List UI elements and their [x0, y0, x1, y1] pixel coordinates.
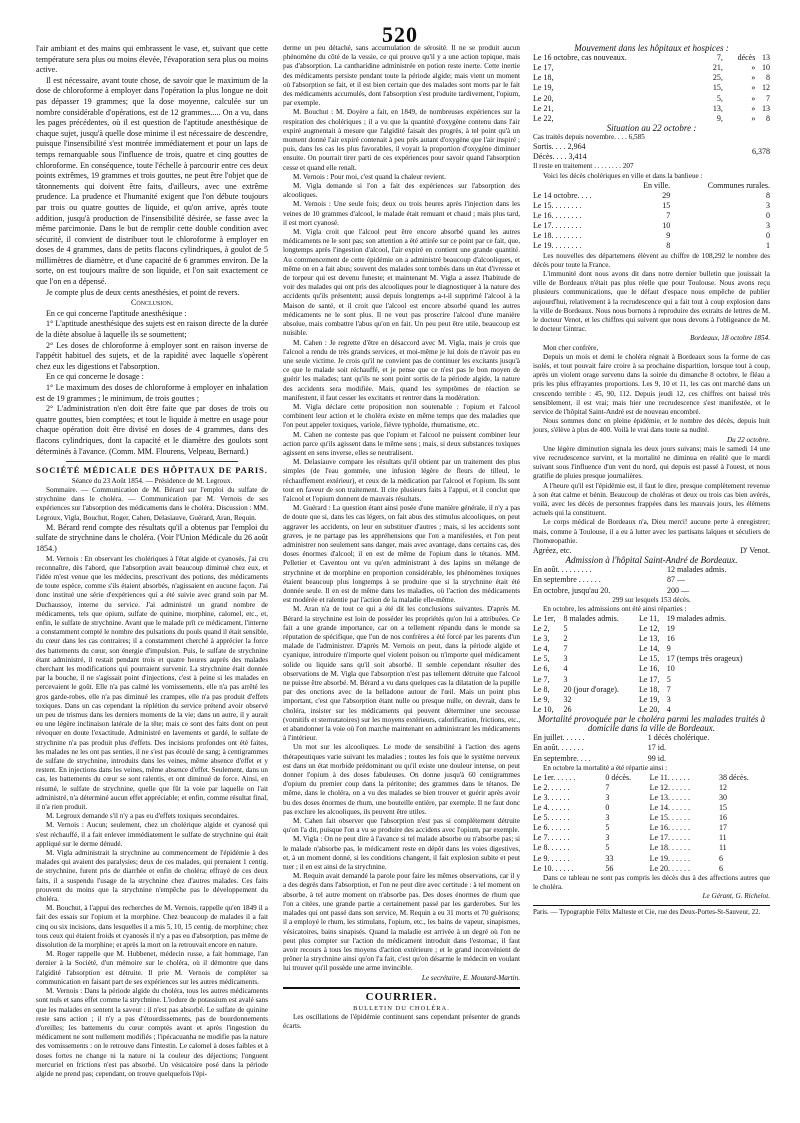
table-row: [533, 833, 770, 843]
table-cell: Le 5. . . . . .: [533, 813, 570, 823]
table-cell: Le 16 octobre, cas nouveaux.: [533, 53, 627, 63]
paragraph: M. Bouchut : M. Doyère a fait, en 1849, de nombreuses expériences sur la respiration des cholériques ; il a vu que la quantité d'oxygène contenu dans l'air expiré augmentait à mesure que l'algidité faisait des progrès, à tel point qu'à un moment donné l'air expiré contenait à peu près autant d'oxygène que l'air inspiré ; puis, dans les cas les plus favorables, il voyait la proportion d'oxygène diminuer ensuite. On pourrait tirer parti de ces expériences pour savoir quand l'absorption cesse et quand elle renaît.: [283, 108, 520, 172]
table-cell: Le 15. . . . . . . .: [533, 201, 582, 211]
paragraph: M. Guérard : La question étant ainsi posée d'une manière générale, il n'y a pas de doute que si, dans les cas légers, on fait abus des stimulus alcooliques, on peut aggraver les accidents, on leur en substituer d'autres ; mais, si les accidents sont graves, je ne partage pas les appréhensions que l'on a manifestées, et l'on peut administrer non seulement sans danger, mais avec avantage, dans certains cas, des doses énormes d'alcool; il en est de même de l'opium dans le tétanos. MM. Pelletier et Caventou ont vu qu'en administrant à des lapins un mélange de strychnine et de morphine en proportion considérable, les phénomènes toxiques étaient beaucoup plus longtemps à se produire que si la strychnine était été donnée seule. Il en est de même dans les maladies, où l'action des médicaments est modérée et ralentie par l'action de la maladie elle-même.: [283, 504, 520, 605]
letter-date: Du 22 octobre.: [726, 435, 770, 444]
table-cell: 5: [605, 843, 610, 853]
table-cell: 87 —: [667, 575, 685, 585]
paragraph: M. Vigla déclare cette proposition non soutenable : l'opium et l'alcool combinent leur action et le choléra existe en même temps que des maladies que l'on peut appeler toxiques, variole, fièvre typhoïde, rhumatisme, etc.: [283, 402, 520, 430]
table-cell: 7: [666, 211, 671, 221]
paragraph: M. Vigla administrait la strychnine au commencement de l'épidémie à des malades qui avaient des paralysies; deux de ces malades, qui prenaient 1 centig. de strychnine, furent pris de diarrhée et enfin de choléra; effrayé de ces deux faits, il a suspendu l'usage de la strychnine chez d'autres malades. Ces faits prouvent du moins que la strychnine n'empêche pas le développement du choléra.: [36, 849, 268, 904]
table-row: [533, 654, 770, 664]
table-cell: 9,: [716, 113, 723, 123]
paragraph: M. Aran n'a de tout ce qui a été dit les conclusions suivantes. D'après M. Bérard la strychnine est loin de posséder les propriétés qu'on lui a attribuées. Ce fait a une grande importance, car on a tellement répandu dans le monde sa réputation de spécifique, que l'un de nos confrères a été forcé par les parents d'un malade de l'administrer. D'après M. Vernois on peut, dans la période algide et cyanique, introduire n'importe quel violent poison ou n'importe quel médicament solide ou liquide sans qu'il soit absorbé. Il semble cependant résulter des observations de M. Vigla que l'absorption n'est pas tellement détruite que l'alcool ne puisse être absorbé. M. Bérard a vu dans quelques cas la dilatation de la pupille par des onctions avec de la belladone autour de l'œil. Mais un point plus important, c'est que l'absorption étant nulle ou presque nulle, on devrait, dans le choléra, insister sur les médicaments qui peuvent déterminer une secousse (vomitifs et sternutatoires) sur les moyens extérieurs, calorification, frictions, etc., et abandonner la voie où l'on marche maintenant en administrant les médicaments à l'intérieur.: [283, 605, 520, 743]
divider: [66, 461, 238, 462]
mortality-table: [533, 733, 770, 763]
paragraph: 1° Le maximum des doses de chloroforme à employer en inhalation est de 19 grammes ; le minimum, de trois gouttes ;: [36, 383, 268, 403]
paragraph: Un mot sur les alcooliques. Le mode de sensibilité à l'action des agens thérapeutiques varie suivant les maladies ; toutes les fois que le système nerveux est dans un état morbide prédominant ou qu'il existe une douleur intense, on peut donner l'opium à des doses fabuleuses. On donne jusqu'à 60 centigrammes d'opium du premier coup dans la péritonite; des grammes dans le tétanos. De même, dans le choléra, on a vu des malades se bien trouver et guérir après avoir bu des doses énormes de rhum, une bouteille entière, par exemple. Il ne faut donc pas exclure les alcooliques, ils peuvent être utiles.: [283, 743, 520, 816]
table-cell: 6: [718, 853, 723, 863]
table-cell: 11: [718, 843, 727, 853]
paragraph: Il est nécessaire, avant toute chose, de savoir que le maximum de la dose de chloroforme à employer dans l'opération la plus longue ne doit pas dépasser 19 grammes; que la dose moyenne, calculée sur un nombre considérable d'opérations, est de 12 grammes..... On a vu, dans les pages précédentes, où il est question de l'aptitude anesthésique de chaque sujet, jusqu'à quelle dose minime il est nécessaire de descendre, puisque l'insensibilité s'est montrée immédiatement et pour un laps de temps remarquable sous l'influence de trois, quatre et cinq gouttes de chloroforme. En conséquence, toute l'échelle à parcourir entre ces deux points extrêmes, 19 grammes et trois gouttes, ne peut être l'objet que de tâtonnements qui doivent être faits, d'ailleurs, avec une extrême prudence. La prudence et l'humanité exigent que l'on débute toujours par trois ou quatre gouttes de liquide, et qu'on arrive, après toute addition, jusqu'à production de l'insensibilité désirée, se fasse avec la même parcimonie. Dans le but de remplir cette double condition avec sécurité, il convient de distribuer tout le chloroforme à employer en doses de 4 grammes, dans de petits flacons cylindriques, à goulot de 5 millimètres de diamètre, et d'une capacité de 6 grammes environ. De la sorte, on est toujours maître de son liquide, et l'on sait exactement ce que l'on en a dépensé.: [36, 75, 268, 287]
table-cell: »: [751, 83, 756, 93]
table-cell: Le 1er. . . . . .: [533, 772, 576, 782]
table-cell: 7: [666, 684, 671, 694]
paragraph: Voici les décès cholériques en ville et dans la banlieue :: [543, 171, 703, 180]
col-head: En ville.: [643, 180, 671, 190]
movement-table: [533, 53, 770, 124]
table-cell: Le 21,: [533, 103, 554, 113]
table-cell: Le 3. . . . . .: [533, 793, 570, 803]
table-row: [533, 813, 770, 823]
paragraph: Une légère diminution signala les deux jours suivans; mais le samedi 14 une vive recrudescence survint, et la mortalité ne diminua en réalité que le mardi suivant sous l'influence d'un vent du nord, qui depuis est passé à l'ouest, et nous gratifie de pluies presque journalières.: [533, 444, 770, 481]
table-row: [533, 221, 770, 231]
table-cell: 0 décès.: [605, 772, 632, 782]
paragraph: Je compte plus de deux cents anesthésies, et point de revers.: [46, 287, 240, 297]
table-cell: »: [751, 63, 756, 73]
table-cell: Le 22,: [533, 113, 554, 123]
table-row: [533, 854, 770, 864]
table-cell: 12: [762, 83, 770, 93]
table-cell: 13,: [712, 103, 723, 113]
table-row: [533, 864, 770, 874]
secretary-signature: Le secrétaire, E. Moutard-Martin.: [421, 973, 520, 982]
discharged: Sortis. . . . 2,964: [533, 142, 586, 152]
table-row: [533, 695, 770, 705]
table-cell: 15: [662, 201, 671, 211]
table-cell: 10: [662, 221, 671, 231]
paragraph: 2° L'administration n'en doit être faite que par doses de trois ou quatre gouttes, bien comptées; et tout le liquide à mettre en usage pour chaque opération doit être divisé en doses de 4 grammes, dans des flacons cylindriques, dont la capacité et le diamètre des goulots sont déterminés à l'avance. (Comm. MM. Flourens, Velpeau, Bernard.): [36, 404, 268, 456]
paragraph: M. Bérard rend compte des résultats qu'il a obtenus par l'emploi du sulfate de strychnine dans le choléra. (Voir l'Union Médicale du 26 août 1854.): [36, 522, 268, 553]
paragraph: En octobre la mortalité a été répartie ainsi :: [543, 763, 668, 772]
table-cell: 11: [718, 833, 727, 843]
table-cell: »: [751, 103, 756, 113]
table-cell: 3: [605, 833, 610, 843]
table-row: [533, 634, 770, 644]
table-cell: 38 décès.: [718, 772, 749, 782]
table-cell: Le 15. . . . . .: [649, 813, 691, 823]
table-cell: Le 17,: [533, 63, 554, 73]
paragraph: M. Vigla croit que l'alcool peut être encore absorbé quand les autres médicaments ne le sont pas; son attention a été attirée sur ce point par ce fait, que, longtemps après l'ingestion d'alcool, l'air expiré en contient une grande quantité. Au commencement de cette épidémie on a administré beaucoup d'alcooliques, et même on en a fait abus; souvent des malades sont tombés dans un état d'ivresse et de torpeur qui est devenu funeste; et maintenant M. Vigla a assez l'habitude de voir des malades qui ont pris des alcooliques pour le diagnostiquer à la nature des accidents qu'ils présentent; aussi depuis longtemps a-t-il supprimé l'alcool à la Maison de santé, et il croit que l'alcool est encore absorbé quand les autres médicaments ne le sont plus. Il ne veut pas proscrire l'alcool d'une manière absolue, mais combattre l'abus qu'on en fait. Un peu peut être utile, beaucoup est nuisible.: [283, 228, 520, 338]
table-cell: »: [751, 73, 756, 83]
table-cell: Le 9. . . . . .: [533, 853, 570, 863]
bulletin-heading: BULLETIN DU CHOLÉRA.: [353, 1004, 450, 1012]
table-cell: décès: [737, 53, 756, 63]
table-cell: 5: [605, 823, 610, 833]
admission-title: Admission à l'hôpital Saint-André de Bordeaux.: [565, 555, 738, 566]
paragraph: M. Vernois : Une seule fois; deux ou trois heures après l'injection dans les veines de 10 grammes d'alcool, le malade était remuant et chaud ; mais plus tard, il est mort cyanosé.: [283, 200, 520, 227]
table-row: [533, 803, 770, 813]
table-cell: Le 12,: [638, 624, 660, 634]
table-cell: 6: [718, 863, 723, 873]
table-cell: 8 malades admis.: [563, 614, 619, 623]
table-cell: Le 16,: [638, 664, 660, 674]
paragraph: M. Cahen ne conteste pas que l'opium et l'alcool ne puissent combiner leur action parce qu'ils agissent dans le même sens ; mais, si deux substances toxiques agissent en sens inverse, elles se neutralisent.: [283, 430, 520, 457]
table-row: [533, 624, 770, 634]
paragraph: 1° L'aptitude anesthésique des sujets est en raison directe de la durée de la diète absolue à laquelle ils se soumettent;: [36, 319, 268, 340]
table-row: [533, 754, 770, 764]
table-cell: Le 3,: [533, 634, 550, 644]
situation-header: Situation au 22 octobre :: [606, 122, 697, 133]
table-cell: 3: [766, 201, 770, 211]
table-row: [533, 773, 770, 783]
paragraph: M. Vernois : Aucun; seulement, chez un cholérique algide et cyanosé qui s'est réchauffé, il a fait enlever immédiatement le sulfate de strychnine qui était appliqué sur le derme dénudé.: [36, 821, 268, 848]
table-cell: 17 id.: [647, 743, 666, 753]
table-cell: 17 (temps très orageux): [666, 654, 743, 664]
table-cell: 7: [563, 644, 568, 654]
table-cell: 33: [605, 853, 614, 863]
table-cell: Le 2,: [533, 624, 550, 634]
table-cell: Le 11,: [638, 614, 660, 623]
mortality-title: Mortalité provoquée par le choléra parmi les malades traités à domicile dans la ville de Bordeaux.: [537, 713, 766, 734]
table-cell: 8: [766, 113, 770, 123]
table-cell: Le 14,: [638, 644, 660, 654]
table-cell: 3: [605, 793, 610, 803]
paragraph: En octobre, les admissions ont été ainsi réparties :: [543, 604, 687, 613]
imprint: Paris. — Typographie Félix Malteste et Cie, rue des Deux-Portes-St-Sauveur, 22.: [533, 905, 770, 917]
table-row: [533, 565, 770, 575]
table-row: [533, 53, 770, 63]
table-cell: Le 8. . . . . .: [533, 843, 570, 853]
society-title: SOCIÉTÉ MÉDICALE DES HÔPITAUX DE PARIS.: [36, 466, 268, 476]
table-row: [533, 644, 770, 654]
table-cell: 17: [718, 823, 727, 833]
table-cell: Le 18. . . . . . . .: [533, 231, 582, 241]
table-cell: 3: [666, 694, 671, 704]
paragraph: Le corps médical de Bordeaux n'a, Dieu merci! aucune perte à enregistrer; mais, comme à Toulouse, il a eu à lutter avec les partisans laïques et séculiers de l'homœopathie.: [533, 518, 770, 545]
admission-total: 299 sur lesquels 153 décès.: [612, 595, 691, 604]
table-cell: 12: [718, 782, 727, 792]
table-row: [533, 843, 770, 853]
table-row: [533, 211, 770, 221]
table-cell: Le 9,: [533, 694, 550, 704]
table-cell: 9: [666, 231, 671, 241]
table-cell: 1 décès cholérique.: [647, 733, 710, 743]
table-cell: Le 4,: [533, 644, 550, 654]
deaths: Décès. . . . 3,414: [533, 152, 587, 162]
summary: Sommaire. — Communication de M. Bérard sur l'emploi du sulfate de strychnine dans le choléra. — Communication par M. Vernois de ses expériences sur l'absorption des médicaments dans le choléra. Discussion : MM. Legroux, Vigla, Bouchut, Roger, Cahen, Delasiauve, Guérard, Aran, Requin.: [36, 485, 268, 522]
table-cell: Le 5,: [533, 654, 550, 664]
table-cell: Le 10. . . . . .: [533, 863, 574, 873]
paragraph: M. Cahen : Je regrette d'être en désaccord avec M. Vigla, mais je crois que l'alcool a rendu de très grands services, et moi-même je lui dois de n'avoir pas eu une seule victime. Je crois qu'il ne convient pas de continuer les excitants jusqu'à ce que le malade soit réchauffé, et je pense que ce n'est pas le bon moyen de guérir les malades; tant qu'ils ne sont point sortis de la période algide, la nature des accidents sera modifiée. Mais, quand les symptômes de réaction se manifestent, il faut cesser les excitants et rentrer dans la modération.: [283, 338, 520, 402]
table-cell: Le 19,: [533, 83, 554, 93]
table-cell: Le 16. . . . . .: [649, 823, 691, 833]
table-cell: 16: [718, 813, 727, 823]
divider: [283, 987, 520, 989]
table-row: [533, 743, 770, 753]
table-row: [533, 83, 770, 93]
paragraph: M. Roger rappelle que M. Hubbenet, médecin russe, a fait hommage, l'an dernier à la Société, d'un mémoire sur le choléra, où il démontre que dans l'algidité l'absorption est détruite. Il prie M. Vernois de compléter sa communication en faisant part de ses expériences sur les autres médicaments.: [36, 950, 268, 986]
table-cell: Le 18. . . . . .: [649, 843, 691, 853]
movement-header: Mouvement dans les hôpitaux et hospices :: [574, 43, 729, 53]
paragraph: L'immunité dont nous avons dit dans notre dernier bulletin que jouissait la ville de Bordeaux n'était pas plus réelle que pour Toulouse. Nous avons reçu plusieurs communications, que le défaut d'espace nous empêche de publier aujourd'hui, relativement à la recrudescence qui a fait tout à coup explosion dans la ville de Bordeaux. Nous nous bornons à reproduire des extraits de lettres de M. le docteur Venot, et les chiffres qui suivent que nous devons à l'obligeance de M. le docteur Gintrac.: [533, 269, 770, 334]
table-cell: 26: [563, 704, 572, 714]
table-cell: 0: [766, 231, 770, 241]
table-row: [533, 664, 770, 674]
table-cell: 8: [766, 73, 770, 83]
table-cell: 10: [762, 63, 770, 73]
paragraph: M. Vernois : Pour moi, c'est quand la chaleur revient.: [293, 172, 446, 181]
paragraph: Les oscillations de l'épidémie continuent sans cependant présenter de grands écarts.: [283, 1013, 520, 1031]
letter-date: Bordeaux, 18 octobre 1854.: [690, 334, 770, 343]
manager-signature: Le Gérant, G. Richelot.: [702, 892, 770, 901]
table-cell: Le 13. . . . . .: [649, 793, 691, 803]
table-cell: 19: [666, 624, 675, 634]
table-cell: Le 18,: [533, 73, 554, 83]
table-cell: 10: [666, 664, 675, 674]
table-cell: Le 4. . . . . .: [533, 803, 570, 813]
table-cell: Le 14. . . . . .: [649, 803, 691, 813]
table-cell: 4: [563, 664, 568, 674]
table-cell: 5,: [716, 93, 723, 103]
table-cell: Le 1er,: [533, 614, 556, 623]
paragraph: A l'heure qu'il est l'épidémie est, il faut le dire, presque complètement revenue à son état calme et bénin. Beaucoup de choléras et deux ou trois cas bien avérés, voilà, avec les décès de personnes frappées dans les mauvais jours, les élémens actuels qui la constituent.: [533, 481, 770, 518]
table-cell: 13: [762, 53, 770, 63]
table-row: [533, 94, 770, 104]
table-cell: Le 17. . . . . . . .: [533, 221, 582, 231]
table-cell: En septembre. . . .: [533, 753, 591, 763]
table-cell: Le 20,: [638, 704, 660, 714]
table-cell: 56: [605, 863, 614, 873]
table-cell: 25,: [712, 73, 723, 83]
salutation: Mon cher confrère,: [543, 343, 599, 352]
table-cell: Le 19. . . . . .: [649, 853, 691, 863]
table-cell: 3: [563, 674, 568, 684]
table-row: [533, 614, 770, 624]
table-cell: Le 12. . . . . .: [649, 782, 691, 792]
table-cell: 3: [605, 813, 610, 823]
table-row: [533, 586, 770, 596]
table-cell: Le 13,: [638, 634, 660, 644]
table-cell: 4: [666, 704, 671, 714]
table-cell: 0: [766, 211, 770, 221]
paragraph: M. Vernois : Dans la période algide du choléra, tous les autres médicaments sont nuls et sans effet comme la strychnine. L'iodure de potassium est avalé sans que les malades en sentent la saveur : il n'est pas absorbé. Le sulfate de quinine reste sans action ; il n'y a pas d'étourdissements, pas de bourdonnements d'oreilles; les battements du cœur comptés avant et après l'ingestion du médicament ne sont nullement modifiés ; l'ipécacuanha ne modifie pas la nature des vomissements : on le retrouve dans l'intestin. Le calomel à doses faibles et à doses fortes ne change ni la nature ni la couleur des déjections; l'onguent mercuriel en frictions n'est pas absorbé. Un vésicatoire posé dans la période algide ne prend pas; cependant, on trouve quelquefois l'épi-: [36, 987, 268, 1078]
paragraph: M. Cahen fait observer que l'absorption n'est pas si complètement détruite qu'on l'a dit, puisque l'on a vu se produire des accidens avec l'opium, par exemple.: [283, 817, 520, 835]
paragraph: M. Vernois : En observant les cholériques à l'état algide et cyanosés, j'ai cru reconnaître, dès l'abord, que l'absorption avait beaucoup diminué chez eux, et l'idée m'est venue que les médecins, prescrivant des potions, des médicaments de toute espèce, comme s'ils étaient absorbés, n'agissaient en aucune façon. J'ai donc institué une série d'expériences qui a été suivie avec grand soin par M. Duchaussoy, interne du service. J'ai administré un grand nombre de médicaments, tels que opium, sulfate de quinine, morphine, calomel, etc., et, enfin, le sulfate de strychnine. Avant que le malade prît ce médicament, l'interne a constamment compté le nombre des pulsations du pouls quand il était sensible, du cœur dans les cas contraires; il a constamment cherché à apprécier la force des battements du cœur, son énergie d'impulsion. Puis, le sulfate de strychnine étant administré, il restait pendant trois et quatre heures auprès des malades cherchant les modifications qui pourraient survenir. La strychnine était donnée par la bouche, il ne s'agissait point d'injections, c'est à peine si les malades en percevaient le goût. Elle n'a pas calmé les vomissements, elle n'a pas arrêté les gros garde-robes, elle n'a pas diminué les crampes, elle n'a pas produit d'effets toxiques. Dans un cas cependant la réplétion du service prétend avoir observé un peu de trismus dans les derniers moments de la vie; dans un autre, il y aurait eu une légère inclinaison latérale de la tête; mais ce sont des faits dont on peut révoquer en doute l'exactitude. Administré en lavements et gardé, le sulfate de strychnine n'a pas produit plus d'effets. Des incisions profondes ont été faites, les malades ne les ont pas senties, il ne s'est pas écoulé de sang; à centigrammes de sulfate de strychnine, introduits dans les veines, même absence d'effet et y restent. En injections dans les veines, même absence d'effet. Seulement, dans un cas, les battements du cœur se sont ralentis, et ont diminué de force. Ainsi, en résumé, le sulfate de strychnine, quelle que fût la voie par laquelle on l'ait administré, n'a déterminé aucun effet appréciable; et enfin, comme résultat final, il n'a rien produit.: [36, 554, 268, 812]
table-cell: En août. . . . . . . . .: [533, 565, 592, 575]
table-cell: En juillet. . . . . .: [533, 733, 585, 743]
table-cell: 8: [766, 190, 770, 200]
paragraph: Depuis un mois et demi le choléra régnait à Bordeaux sous la forme de cas isolés, et tout pouvait faire croire à sa prochaine disparition, lorsque tout à coup, après un violent orage survenu dans la soirée du dimanche 8 octobre, le fléau a pris les plus effrayantes proportions. Les 9, 10 et 11, les cas ont marché dans un crescendo terrible : 45, 90, 112. Depuis jeudi 12, ces chiffres ont baissé très sensiblement, il est vrai; mais hier une recrudescence s'est manifestée, et le service de l'hôpital Saint-André est de nouveau encombré.: [533, 352, 770, 416]
paragraph: derme un peu détaché, sans accumulation de sérosité. Il ne se produit aucun phénomène du côté de la vessie, ce qui prouve qu'il y a une action topique, mais pas d'absorption. La cantharidine administrée en potion reste inerte. Cette inertie des médicaments persiste pendant toute la période algide; mais vient un moment où l'absorption se fait, et il est bien certain que des malades sont morts par le fait des médicaments accumulés, dont l'absorption s'est produite tardivement, l'opium, par exemple.: [283, 44, 520, 108]
paragraph: Nous sommes donc en pleine épidémie, et le nombre des décès, depuis huit jours, s'élève à plus de 400. Voilà le vrai dans toute sa nudité.: [533, 417, 770, 435]
table-cell: 7: [766, 93, 770, 103]
table-cell: 1: [766, 241, 770, 251]
paragraph: M. Delasiauve compare les résultats qu'il obtient par un traitement des plus simples (de l'eau gommée, une infusion légère de fleurs de tilleul, le réchauffement extérieur), et ceux de la médication par l'alcool et l'opium. Ils sont tout en faveur de son traitement. Il cite plusieurs faits à l'appui, et il conclut que l'alcool et l'opium donnent de mauvais résultats.: [283, 458, 520, 503]
table-cell: 16: [666, 634, 675, 644]
table-row: [533, 191, 770, 201]
table-cell: 7: [605, 782, 610, 792]
table-row: [533, 675, 770, 685]
table-cell: 12 malades admis.: [667, 565, 727, 575]
table-cell: En septembre . . . . . .: [533, 575, 601, 585]
table-cell: 7,: [716, 53, 723, 63]
table-cell: Le 14 octobre. . . .: [533, 190, 592, 200]
table-cell: Le 10,: [533, 704, 554, 714]
situation-table: [533, 142, 770, 162]
page-number: 520: [382, 22, 418, 47]
table-cell: Le 19. . . . . . . .: [533, 241, 582, 251]
column-3: [533, 44, 770, 918]
table-row: [533, 201, 770, 211]
table-cell: 32: [563, 694, 572, 704]
courrier-heading: COURRIER.: [365, 990, 438, 1003]
admission-table: [533, 565, 770, 595]
table-row: [533, 575, 770, 585]
table-cell: 9: [666, 644, 671, 654]
session-line: Séance du 23 Août 1854. — Présidence de M. Legroux.: [71, 476, 233, 485]
paragraph: M. Legroux demande s'il n'y a pas eu d'effets toxiques secondaires.: [46, 812, 239, 821]
column-2: [283, 44, 520, 1032]
paragraph: l'air ambiant et des mains qui embrassent le vase, et, suivant que cette température sera plus ou moins élevée, l'évaporation sera plus ou moins active.: [36, 44, 268, 75]
table-row: [533, 63, 770, 73]
signatory: D' Venot.: [740, 546, 770, 556]
table-row: [533, 733, 770, 743]
paragraph: Dans ce tableau ne sont pas compris les décès dus à des affections autres que le choléra.: [533, 873, 770, 891]
october-admissions-table: [533, 614, 770, 715]
table-cell: 200 —: [667, 585, 689, 595]
table-cell: 3: [766, 221, 770, 231]
table-cell: Le 17,: [638, 674, 660, 684]
table-cell: Le 11. . . . . .: [649, 772, 690, 782]
table-row: [533, 685, 770, 695]
paragraph: 2° Les doses de chloroforme à employer sont en raison inverse de l'appétit habituel des sujets, et de la rapidité avec laquelle s'opèrent chez eux les digestions et l'absorption.: [36, 340, 268, 371]
table-cell: »: [751, 113, 756, 123]
table-cell: 5: [563, 624, 568, 634]
table-cell: Le 20. . . . . .: [649, 863, 691, 873]
paragraph: En ce qui concerne l'aptitude anesthésique :: [46, 308, 187, 318]
table-row: [533, 231, 770, 241]
table-cell: »: [751, 93, 756, 103]
paragraph: M. Requin avait demandé la parole pour faire les mêmes observations, car il y a des degrés dans l'absorption, et l'on ne peut dire avec certitude : à tel moment on absorbe, à tel autre moment on n'absorbe pas. Des doses énormes de rhum que l'on a citées, une grande partie a certainement passé par les garderobes. Sur les malades qui ont passé dans son service, M. Requin a eu 31 morts et 70 guérisons; il a employé le rhum, les stimulans, l'opium, etc., les bains de vapeur, sinapismes, vésicatoires, bains sinapisés. Quand la maladie est arrivée à un degré où l'on ne peut plus compter sur l'action du médicament introduit dans l'estomac, il faut avoir recours à tous les moyens d'action extérieure ; et le grand inconvénient de prôner la strychnine ainsi qu'on l'a fait, c'est qu'on désarme le médecin en voulant lui trouver qu'il possède une arme invincible.: [283, 872, 520, 973]
table-row: [533, 823, 770, 833]
cases-treated: Cas traités depuis novembre. . . . 6,585: [533, 133, 645, 142]
column-1: [36, 44, 268, 1079]
table-cell: Le 20,: [533, 93, 554, 103]
table-cell: Le 17. . . . . .: [649, 833, 691, 843]
table-cell: En octobre, jusqu'au 20.: [533, 585, 611, 595]
table-row: [533, 241, 770, 251]
situation-sum: 6,378: [752, 147, 770, 157]
table-cell: Le 6. . . . . .: [533, 823, 570, 833]
table-row: [533, 73, 770, 83]
table-cell: 21,: [712, 63, 723, 73]
table-cell: 29: [662, 190, 671, 200]
table-row: [533, 793, 770, 803]
table-cell: 2: [563, 634, 568, 644]
table-cell: 3: [563, 654, 568, 664]
table-cell: Le 18,: [638, 684, 660, 694]
closing: Agréez, etc.: [533, 546, 572, 556]
table-cell: 30: [718, 793, 727, 803]
paragraph: M. Vigla : On ne peut dire à l'avance si tel malade absorbe ou n'absorbe pas; si le malade n'absorbe pas, le médicament reste en dépôt dans les voies digestives, et, à un moment donné, si les conditions changent, il fait explosion subite et peut tuer ; il en est ainsi de la strychnine.: [283, 835, 520, 872]
paragraph: M. Bouchut, à l'appui des recherches de M. Vernois, rappelle qu'en 1849 il a fait des essais sur l'opium et la morphine. Chez beaucoup de malades il a fait cinq ou six incisions, dans lesquelles il a mis 5, 10, 15 centig. de morphine; chez tous ceux qui étaient froids et cyanosés il n'y a pas eu d'absorption, pas même de dissolution de la morphine; et après la mort on la retrouvait encore en nature.: [36, 904, 268, 950]
table-cell: 20 (jour d'orage).: [563, 684, 619, 694]
table-cell: 15,: [712, 83, 723, 93]
table-cell: Le 7. . . . . .: [533, 833, 570, 843]
table-cell: 15: [718, 803, 727, 813]
table-cell: Le 16. . . . . . . .: [533, 211, 582, 221]
table-row: [533, 783, 770, 793]
remaining: Il reste en traitement . . . . . . . . 207: [533, 162, 634, 171]
table-row: [533, 104, 770, 114]
conclusion-heading: Conclusion.: [130, 298, 174, 308]
paragraph: M. Vigla demande si l'on a fait des expériences sur l'absorption des alcooliques.: [283, 182, 520, 200]
table-cell: Le 8,: [533, 684, 550, 694]
table-cell: 8: [666, 241, 671, 251]
table-cell: 99 id.: [647, 753, 666, 763]
table-cell: Le 19,: [638, 694, 660, 704]
table-cell: 19 malades admis.: [666, 614, 727, 623]
october-mortality-table: [533, 773, 770, 874]
table-cell: 5: [666, 674, 671, 684]
paragraph: Les nouvelles des départemens élèvent au chiffre de 108,292 le nombre des décès pour toute la France.: [533, 251, 770, 269]
col-head: Communes rurales.: [707, 180, 770, 190]
city-deaths-table: [533, 181, 770, 252]
table-cell: Le 6,: [533, 664, 550, 674]
table-cell: 0: [605, 803, 610, 813]
table-cell: En août. . . . . . .: [533, 743, 584, 753]
table-cell: 13: [762, 103, 770, 113]
paragraph: En ce qui concerne le dosage :: [46, 372, 144, 382]
table-cell: Le 7,: [533, 674, 550, 684]
table-cell: Le 15,: [638, 654, 660, 664]
table-cell: Le 2. . . . . .: [533, 782, 570, 792]
